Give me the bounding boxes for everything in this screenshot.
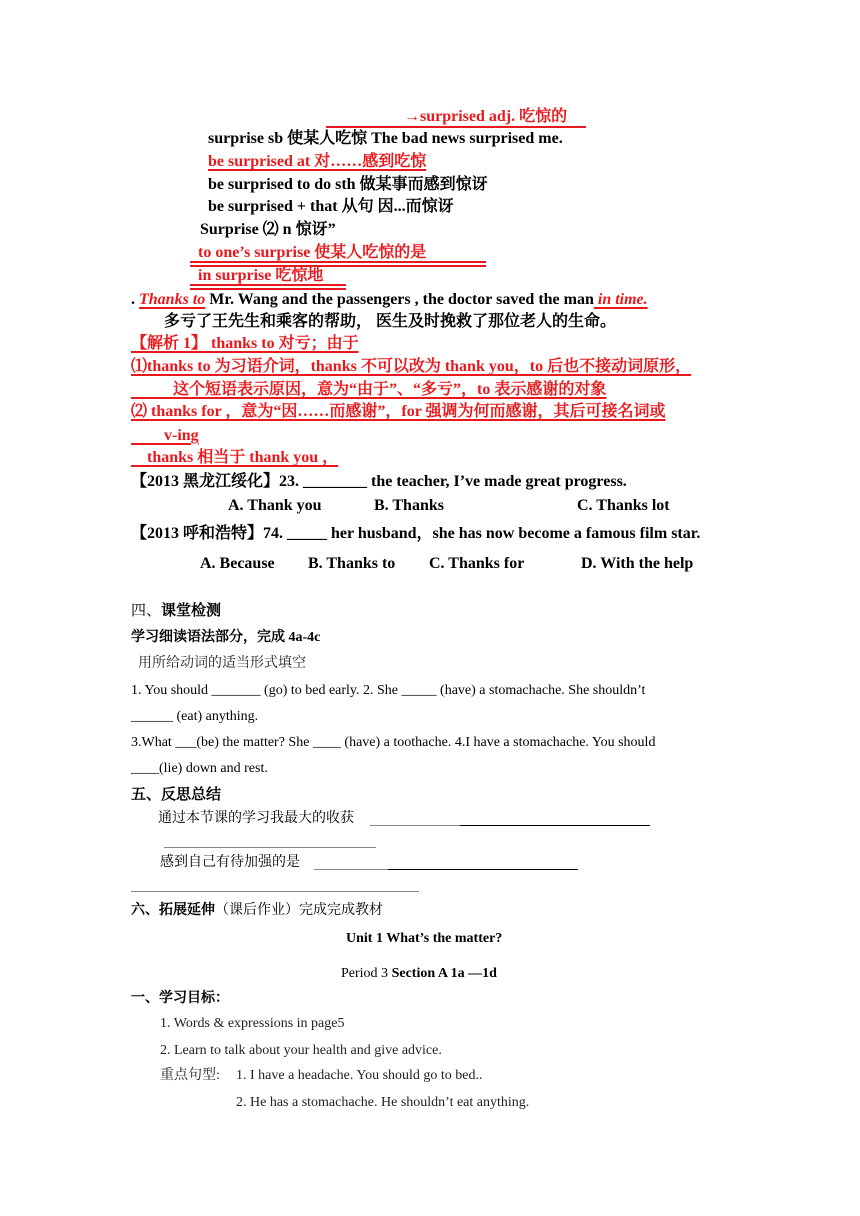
be-surprised-at-line: be surprised at 对……感到吃惊	[208, 153, 427, 170]
thanks-to-sentence: . Thanks to Mr. Wang and the passengers , the doctor saved the man in time.	[131, 291, 648, 308]
red-rule	[404, 126, 586, 128]
q74-option-b: B. Thanks to	[308, 555, 396, 572]
surprise-sb-line: surprise sb 使某人吃惊 The bad news surprised me.	[208, 130, 563, 147]
section4-instruction: 用所给动词的适当形式填空	[138, 656, 306, 671]
red-rule	[131, 443, 164, 445]
analysis-point-1a: ⑴thanks to 为习语介词，thanks 不可以改为 thank you，to 后也不接动词原形，	[131, 358, 692, 375]
answer-line	[370, 825, 460, 826]
exercise-line-2: 3.What ___(be) the matter? She ____ (have) a toothache. 4.I have a stomachache. You should	[131, 735, 656, 750]
sentence-translation: 多亏了王先生和乘客的帮助， 医生及时挽救了那位老人的生命。	[164, 313, 617, 330]
in-time-phrase: in time.	[593, 291, 648, 308]
thanks-to-phrase: Thanks to	[139, 291, 206, 308]
red-rule	[131, 465, 147, 467]
unit-title: Unit 1 What’s the matter?	[346, 931, 503, 946]
answer-line	[314, 869, 388, 870]
q74-option-a: A. Because	[200, 555, 275, 572]
be-surprised-to-line: be surprised to do sth 做某事而感到惊讶	[208, 176, 488, 193]
q23-option-a: A. Thank you	[228, 497, 322, 514]
analysis-point-2b: v-ing	[164, 427, 199, 444]
period-title: Period 3 Section A 1a —1d	[341, 966, 497, 981]
red-rule	[131, 397, 173, 399]
exercise-line-1: 1. You should _______ (go) to bed early. 2. She _____ (have) a stomachache. She shouldn’t	[131, 683, 646, 698]
section6-title: 六、拓展延伸（课后作业）完成完成教材	[131, 903, 383, 918]
be-surprised-that-line: be surprised + that 从句 因...而惊讶	[208, 198, 454, 215]
red-rule	[190, 288, 346, 290]
section5-title: 五、反思总结	[131, 787, 222, 803]
goal-1: 1. Words & expressions in page5	[160, 1016, 345, 1031]
in-surprise-line: in surprise 吃惊地	[198, 267, 324, 284]
exercise-line-2b: ____(lie) down and rest.	[131, 761, 268, 776]
q74-option-d: D. With the help	[581, 555, 694, 572]
exercise-line-1b: ______ (eat) anything.	[131, 709, 259, 724]
section1-title: 一、学习目标：	[131, 991, 229, 1006]
q74-option-c: C. Thanks for	[429, 555, 525, 572]
analysis-point-3: thanks 相当于 thank you ，	[147, 449, 339, 466]
red-rule	[190, 284, 346, 286]
key-sentence-1: 1. I have a headache. You should go to bed..	[236, 1068, 483, 1083]
q74-stem: 【2013 呼和浩特】74. _____ her husband，she has now become a famous film star.	[131, 525, 701, 542]
answer-line	[460, 825, 650, 826]
analysis-title: 【解析 1】 thanks to 对亏；由于	[131, 335, 359, 352]
reflection-gain: 通过本节课的学习我最大的收获	[158, 811, 354, 826]
reflection-improve: 感到自己有待加强的是	[160, 855, 300, 870]
key-sentences-label: 重点句型:	[160, 1068, 220, 1083]
analysis-point-2a: ⑵ thanks for ，意为“因……而感谢”，for 强调为何而感谢，其后可接名词或	[131, 403, 666, 420]
q23-option-c: C. Thanks lot	[577, 497, 670, 514]
red-rule	[326, 126, 408, 128]
answer-line	[164, 847, 376, 848]
surprise-noun-line: Surprise ⑵ n 惊讶”	[200, 221, 336, 238]
to-ones-surprise-line: to one’s surprise 使某人吃惊的是	[198, 244, 427, 261]
q23-option-b: B. Thanks	[374, 497, 444, 514]
goal-2: 2. Learn to talk about your health and give advice.	[160, 1043, 442, 1058]
analysis-point-1b: 这个短语表示原因，意为“由于”、“多亏”，to 表示感谢的对象	[173, 381, 607, 398]
key-sentence-2: 2. He has a stomachache. He shouldn’t eat anything.	[236, 1095, 530, 1110]
surprised-adj-line: →surprised adj. 吃惊的	[404, 108, 568, 125]
q23-stem: 【2013 黑龙江绥化】23. ________ the teacher, I’ve made great progress.	[131, 473, 627, 490]
answer-line	[388, 869, 578, 870]
red-rule	[190, 261, 486, 263]
section4-subtitle: 学习细读语法部分，完成 4a-4c	[131, 630, 321, 645]
answer-line	[131, 891, 419, 892]
section4-title: 四、课堂检测	[131, 603, 222, 619]
